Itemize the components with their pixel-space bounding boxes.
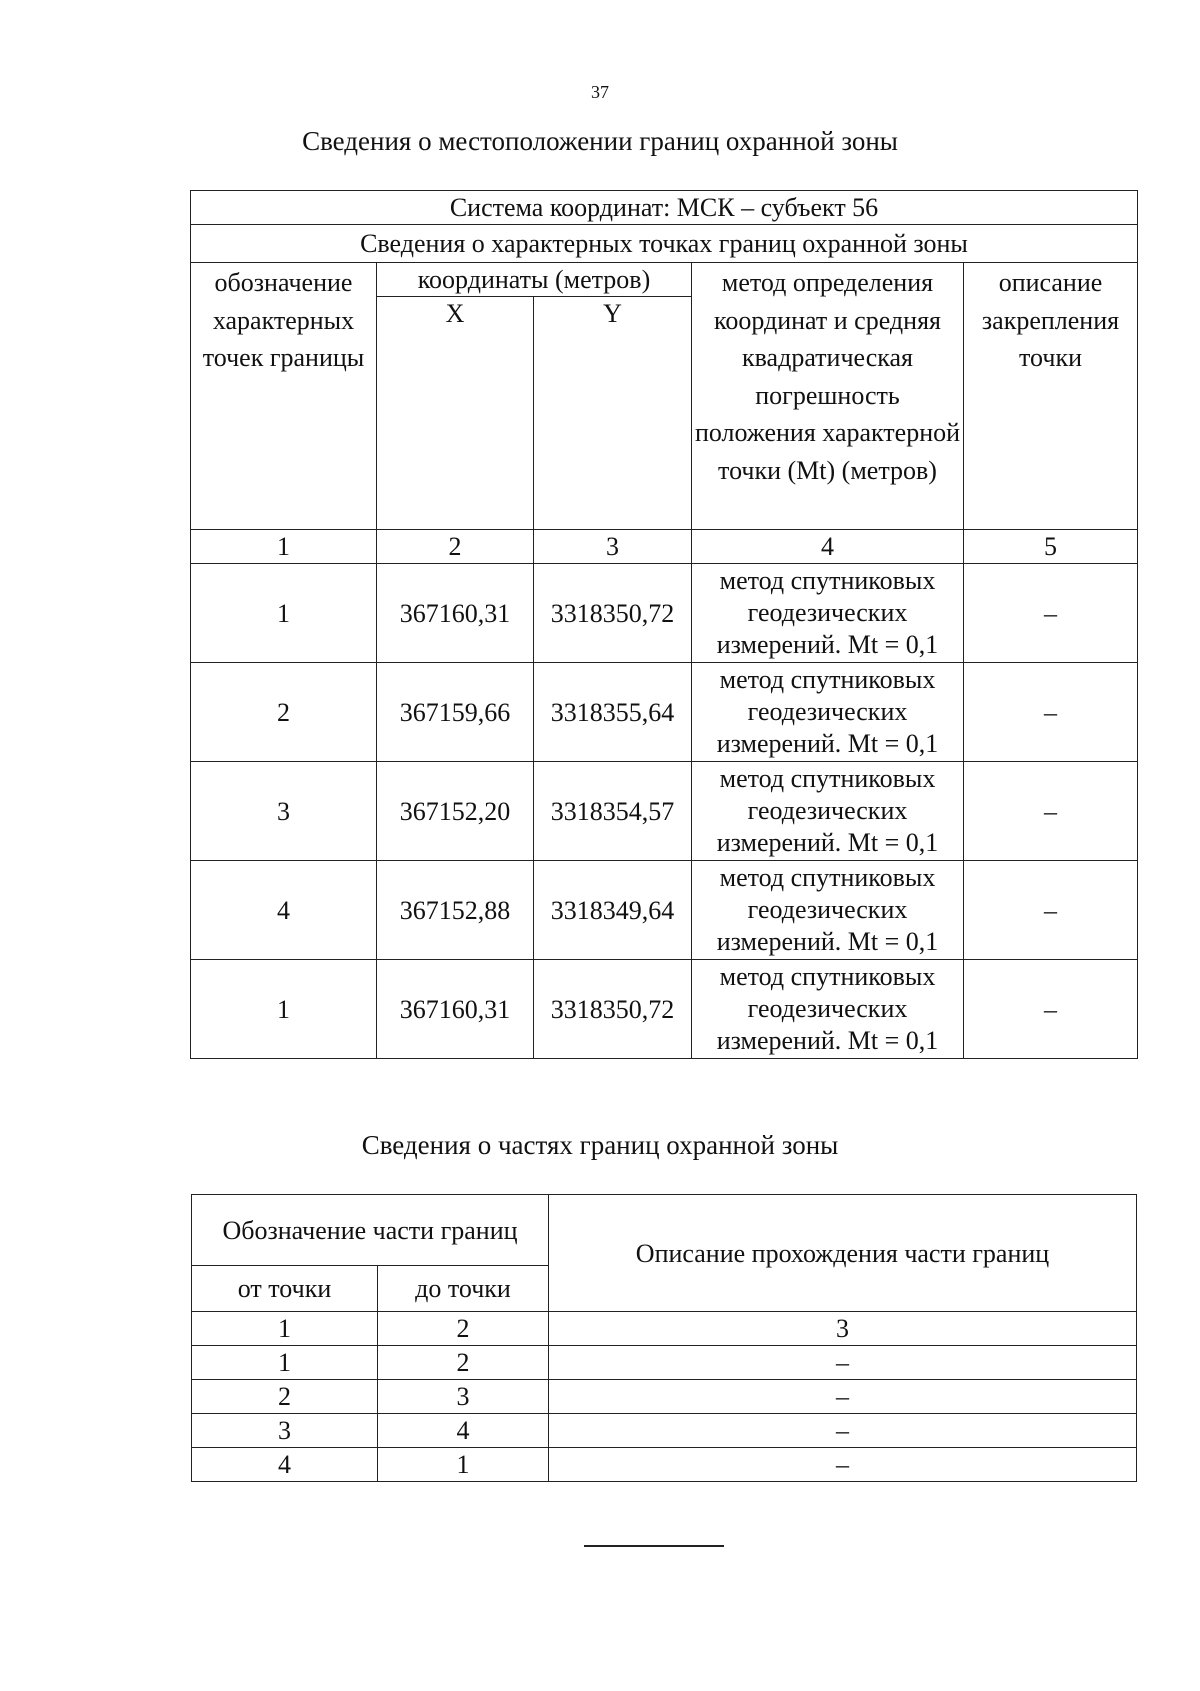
header-part-description: Описание прохождения части границ [549, 1195, 1137, 1312]
table-row [191, 663, 1138, 762]
point-id: 4 [191, 861, 377, 960]
point-description: – [964, 663, 1138, 762]
table-row [192, 1448, 1137, 1482]
from-point: 2 [192, 1380, 378, 1414]
from-point: 3 [192, 1414, 378, 1448]
method-text: метод спутниковых геодезических измерений. Mt = 0,1 [692, 663, 964, 762]
column-number: 2 [377, 530, 534, 564]
table-row [191, 960, 1138, 1059]
coord-y: 3318350,72 [534, 564, 692, 663]
column-number: 2 [378, 1312, 549, 1346]
column-numbers-row [191, 530, 1138, 564]
method-text: метод спутниковых геодезических измерений. Mt = 0,1 [692, 762, 964, 861]
table-row [191, 564, 1138, 663]
point-id: 1 [191, 564, 377, 663]
point-description: – [964, 564, 1138, 663]
method-text: метод спутниковых геодезических измерений. Mt = 0,1 [692, 960, 964, 1059]
table-row [191, 762, 1138, 861]
coord-y: 3318355,64 [534, 663, 692, 762]
coordinate-system-header: Система координат: МСК – субъект 56 [191, 191, 1138, 225]
method-text: метод спутниковых геодезических измерений. Mt = 0,1 [692, 564, 964, 663]
column-numbers-row [192, 1312, 1137, 1346]
point-description: – [964, 861, 1138, 960]
part-description: – [549, 1414, 1137, 1448]
column-number: 3 [534, 530, 692, 564]
coord-x: 367160,31 [377, 960, 534, 1059]
column-number: 4 [692, 530, 964, 564]
table-row [192, 1414, 1137, 1448]
point-id: 1 [191, 960, 377, 1059]
header-from-point: от точки [192, 1266, 378, 1312]
column-number: 5 [964, 530, 1138, 564]
from-point: 4 [192, 1448, 378, 1482]
coord-x: 367160,31 [377, 564, 534, 663]
header-to-point: до точки [378, 1266, 549, 1312]
coord-x: 367152,20 [377, 762, 534, 861]
section-title-boundary-location: Сведения о местоположении границ охранной зоны [302, 126, 898, 156]
from-point: 1 [192, 1346, 378, 1380]
to-point: 1 [378, 1448, 549, 1482]
coord-y: 3318350,72 [534, 960, 692, 1059]
coord-x: 367159,66 [377, 663, 534, 762]
header-coordinates: координаты (метров) [377, 263, 692, 297]
coord-y: 3318349,64 [534, 861, 692, 960]
part-description: – [549, 1346, 1137, 1380]
method-text: метод спутниковых геодезических измерений. Mt = 0,1 [692, 861, 964, 960]
points-subtitle-header: Сведения о характерных точках границ охранной зоны [191, 225, 1138, 263]
column-number: 3 [549, 1312, 1137, 1346]
table-row [192, 1380, 1137, 1414]
header-part-designation: Обозначение части границ [192, 1195, 549, 1266]
table-row [191, 861, 1138, 960]
point-description: – [964, 762, 1138, 861]
to-point: 3 [378, 1380, 549, 1414]
header-y: Y [534, 297, 692, 530]
header-method: метод определения координат и средняя квадратическая погрешность положения характерной точки (Mt) (метров) [692, 263, 964, 530]
point-id: 3 [191, 762, 377, 861]
header-x: X [377, 297, 534, 530]
page-number: 37 [591, 82, 609, 102]
to-point: 2 [378, 1346, 549, 1380]
coord-x: 367152,88 [377, 861, 534, 960]
header-designation: обозначение характерных точек границы [191, 263, 377, 530]
to-point: 4 [378, 1414, 549, 1448]
column-number: 1 [192, 1312, 378, 1346]
point-id: 2 [191, 663, 377, 762]
boundary-parts-table [191, 1194, 1137, 1482]
point-description: – [964, 960, 1138, 1059]
characteristic-points-table [190, 190, 1138, 1059]
part-description: – [549, 1380, 1137, 1414]
column-number: 1 [191, 530, 377, 564]
table-row [192, 1346, 1137, 1380]
section-title-boundary-parts: Сведения о частях границ охранной зоны [361, 1130, 839, 1160]
separator-line [584, 1545, 724, 1547]
part-description: – [549, 1448, 1137, 1482]
coord-y: 3318354,57 [534, 762, 692, 861]
header-description: описание закрепления точки [964, 263, 1138, 530]
